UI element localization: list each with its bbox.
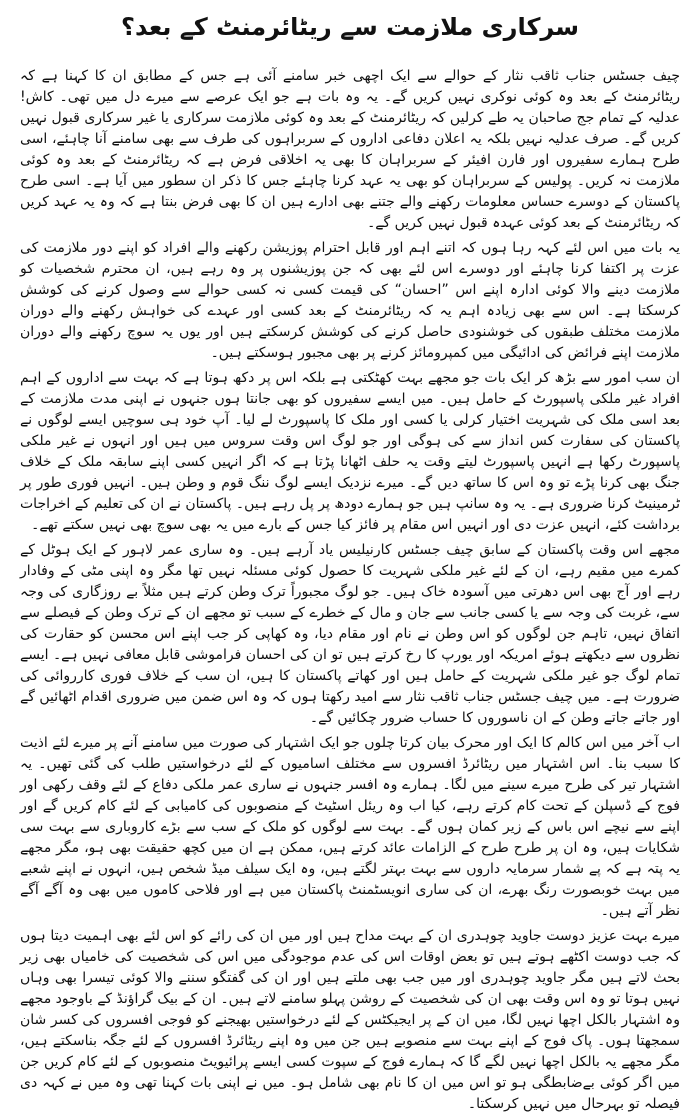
article-paragraph-3: ان سب امور سے بڑھ کر ایک بات جو مجھے بہت کھٹکتی ہے بلکہ اس پر دکھ ہوتا ہے کہ بہت سے اداروں کے اہم افراد غیر ملکی پاسپورٹ کے حامل ہیں۔ میں ایسے سفیروں کو بھی جانتا ہوں جنہوں نے اپنی مدت ملازمت کے بعد اسی ملک کی شہریت اختیار کرلی یا کسی اور ملک کا پاسپورٹ لے لیا۔ آپ خود ہی سوچیں ایسے لوگوں نے پاکستان کی سفارت کس انداز سے کی ہوگی اور جو لوگ اس وقت سروس میں ہیں اور انہوں نے غیر ملکی پاسپورٹ رکھا ہے انہیں پاسپورٹ لیتے وقت یہ حلف اٹھانا پڑتا ہے کہ اگر انہیں کسی اپنے سابقہ ملک کے خلاف جنگ بھی کرنا پڑے تو وہ اس کا ساتھ دیں گے۔ میرے نزدیک ایسے لوگ ننگ قوم و وطن ہیں۔ انہیں فوری طور پر ٹرمینیٹ کرنا ضروری ہے۔ یہ وہ سانپ ہیں جو ہمارے دودھ پر پل رہے ہیں۔ پاکستان نے ان کی تعلیم کے اخراجات برداشت کئے، انہیں عزت دی اور انہیں اس مقام پر فائز کیا جس کے بارے میں یہ بھی سوچ بھی نہیں سکتے تھے۔ <box>20 370 680 533</box>
article-paragraph-2: یہ بات میں اس لئے کہہ رہا ہوں کہ اتنے اہم اور قابل احترام پوزیشن رکھنے والے افراد کو اپنے دور ملازمت کی عزت پر اکتفا کرنا چاہئے اور دوسرے اس لئے بھی کہ جن پوزیشنوں پر وہ رہے ہیں، ان محترم شخصیات کو ملازمت دینے والا کوئی ادارہ اپنے اس ”احسان“ کی قیمت کسی نہ کسی حوالے سے وصول کرنے کی کوشش کرسکتا ہے۔ اس سے بھی زیادہ اہم یہ کہ ریٹائرمنٹ کے بعد کسی اور عہدے کی خواہش رکھنے والے دوران ملازمت مختلف طبقوں کی خوشنودی حاصل کرنے کی کوشش کرسکتے ہیں اور یوں یہ سوچ رکھنے والے دوران ملازمت اپنے فرائض کی ادائیگی میں کمپرومائز کرنے پر بھی مجبور ہوسکتے ہیں۔ <box>20 240 680 361</box>
article-paragraph-4: مجھے اس وقت پاکستان کے سابق چیف جسٹس کارنیلیس یاد آرہے ہیں۔ وہ ساری عمر لاہور کے ایک ہوٹل کے کمرے میں مقیم رہے، ان کے لئے غیر ملکی شہریت کا حصول کوئی مسئلہ نہیں تھا مگر وہ اپنی مٹی کے وفادار رہے اور آج بھی اس دھرتی میں آسودہ خاک ہیں۔ جو لوگ مجبوراً ترک وطن کرتے ہیں مثلاً بے روزگاری کی وجہ سے، غربت کی وجہ سے یا کسی جانب سے جان و مال کے خطرے کے سبب تو مجھے ان کے ترک وطن کے فیصلے سے اتفاق نہیں، تاہم جن لوگوں کو اس وطن نے نام اور مقام دیا، وہ کھاپی کر جب اپنے اس محسن کو حقارت کی نظروں سے دیکھتے ہوئے امریکہ اور یورپ کا رخ کرتے ہیں تو ان کی احسان فراموشی قابل معافی نہیں ہے۔ ایسے تمام لوگ جو غیر ملکی شہریت کے حامل ہیں اور کھاتے پاکستان کا ہیں، ان سب کے خلاف فوری کارروائی کی ضرورت ہے۔ میں چیف جسٹس جناب ثاقب نثار سے امید رکھتا ہوں کہ وہ اس ضمن میں ضروری اقدام اٹھائیں گے اور جاتے جاتے وطن کے ان ناسوروں کا حساب ضرور چکائیں گے۔ <box>20 542 680 726</box>
article-body <box>20 66 680 1115</box>
article-paragraph-5: اب آخر میں اس کالم کا ایک اور محرک بیان کرتا چلوں جو ایک اشتہار کی صورت میں سامنے آنے پر میرے لئے اذیت کا سبب بنا۔ اس اشتہار میں ریٹائرڈ افسروں سے مختلف اسامیوں کے لئے درخواستیں طلب کی گئی تھیں۔ یہ اشتہار تیر کی طرح میرے سینے میں لگا۔ ہمارے وہ افسر جنہوں نے ساری عمر ملکی دفاع کے لئے وقف رکھی اور فوج کے ڈسپلن کے تحت کام کرتے رہے، کیا اب وہ ریئل اسٹیٹ کے منصوبوں کی کامیابی کے لئے کام کریں گے اور اپنے سے نیچے اس باس کے زیر کمان ہوں گے۔ بہت سے لوگوں کو ملک کے سب سے بڑے کاروباری سے بہت سی شکایات ہیں، وہ ان پر طرح طرح کے الزامات عائد کرتے ہیں، ممکن ہے ان میں کچھ حقیقت بھی ہو، مگر مجھے یہ پتہ ہے کہ پے شمار سرمایہ داروں سے بہت بہتر لگتے ہیں، وہ ایک سیلف میڈ شخص ہیں، انہوں نے اپنے شعبے میں بہت خوبصورت رنگ بھرے، ان کی ساری انویسٹمنٹ پاکستان میں ہے اور فلاحی کاموں میں بھی وہ آگے آگے نظر آتے ہیں۔ <box>20 735 680 919</box>
article-paragraph-1: چیف جسٹس جناب ثاقب نثار کے حوالے سے ایک اچھی خبر سامنے آئی ہے جس کے مطابق ان کا کہنا ہے کہ ریٹائرمنٹ کے بعد وہ کوئی نوکری نہیں کریں گے۔ یہ وہ بات ہے جو ایک عرصے سے میرے دل میں تھی۔ کاش! عدلیہ کے تمام جج صاحبان یہ طے کرلیں کہ ریٹائرمنٹ کے بعد وہ کوئی ملازمت سرکاری یا غیر سرکاری قبول نہیں کریں گے۔ صرف عدلیہ نہیں بلکہ یہ اعلان دفاعی اداروں کے سربراہوں کی طرف سے بھی سامنے آنا چاہئے، اسی طرح ہمارے سفیروں اور فارن افیئر کے سربراہان کا بھی یہ اخلاقی فرض ہے کہ ریٹائرمنٹ کے بعد وہ کوئی ملازمت نہ کریں۔ پولیس کے سربراہان کو بھی یہ عہد کرنا چاہئے جس کا ذکر ان سطور میں آیا ہے۔ اسی طرح پاکستان کے دوسرے حساس معلومات رکھنے والے جتنے بھی ادارے ہیں ان کا بھی فرض بنتا ہے کہ وہ یہ عہد کریں کہ ریٹائرمنٹ کے بعد کوئی عہدہ قبول نہیں کریں گے۔ <box>20 68 680 231</box>
article-title: سرکاری ملازمت سے ریٹائرمنٹ کے بعد؟ <box>121 13 579 41</box>
article-paragraph-6: میرے بہت عزیز دوست جاوید چوہدری ان کے بہت مداح ہیں اور میں ان کی رائے کو اس لئے بھی اہمیت دیتا ہوں کہ جب دوست اکٹھے ہوتے ہیں تو بعض اوقات اس کی عدم موجودگی میں اس کی شخصیت کی خامیاں بھی زیر بحث لاتے ہیں مگر جاوید چوہدری اور میں جب بھی ملتے ہیں اور ان کی گفتگو سننے والا کوئی تیسرا بھی وہاں نہیں ہوتا تو وہ اس وقت بھی ان کی شخصیت کے روشن پہلو سامنے لاتے ہیں۔ ان کے بیک گراؤنڈ کے باوجود مجھے وہ اشتہار بالکل اچھا نہیں لگا، میں ان کے پر ایجیکٹس کے لئے درخواستیں بھیجنے کو فوجی افسروں کی کسر شان سمجھتا ہوں۔ پاک فوج کے اپنے بہت سے منصوبے ہیں جن میں وہ اپنے ریٹائرڈ افسروں کے لئے جگہ بناسکتے ہیں، مگر مجھے یہ بالکل اچھا نہیں لگے گا کہ ہمارے فوج کے سپوت کسی ایسے پرائیویٹ منصوبوں کے لئے کام کریں جن میں اگر کوئی بےضابطگی ہو تو اس میں ان کا نام بھی شامل ہو۔ میں نے اپنی بات کہنا تھی وہ میں نے کہہ دی فیصلہ تو بہرحال میں نہیں کرسکتا۔ <box>20 928 680 1112</box>
